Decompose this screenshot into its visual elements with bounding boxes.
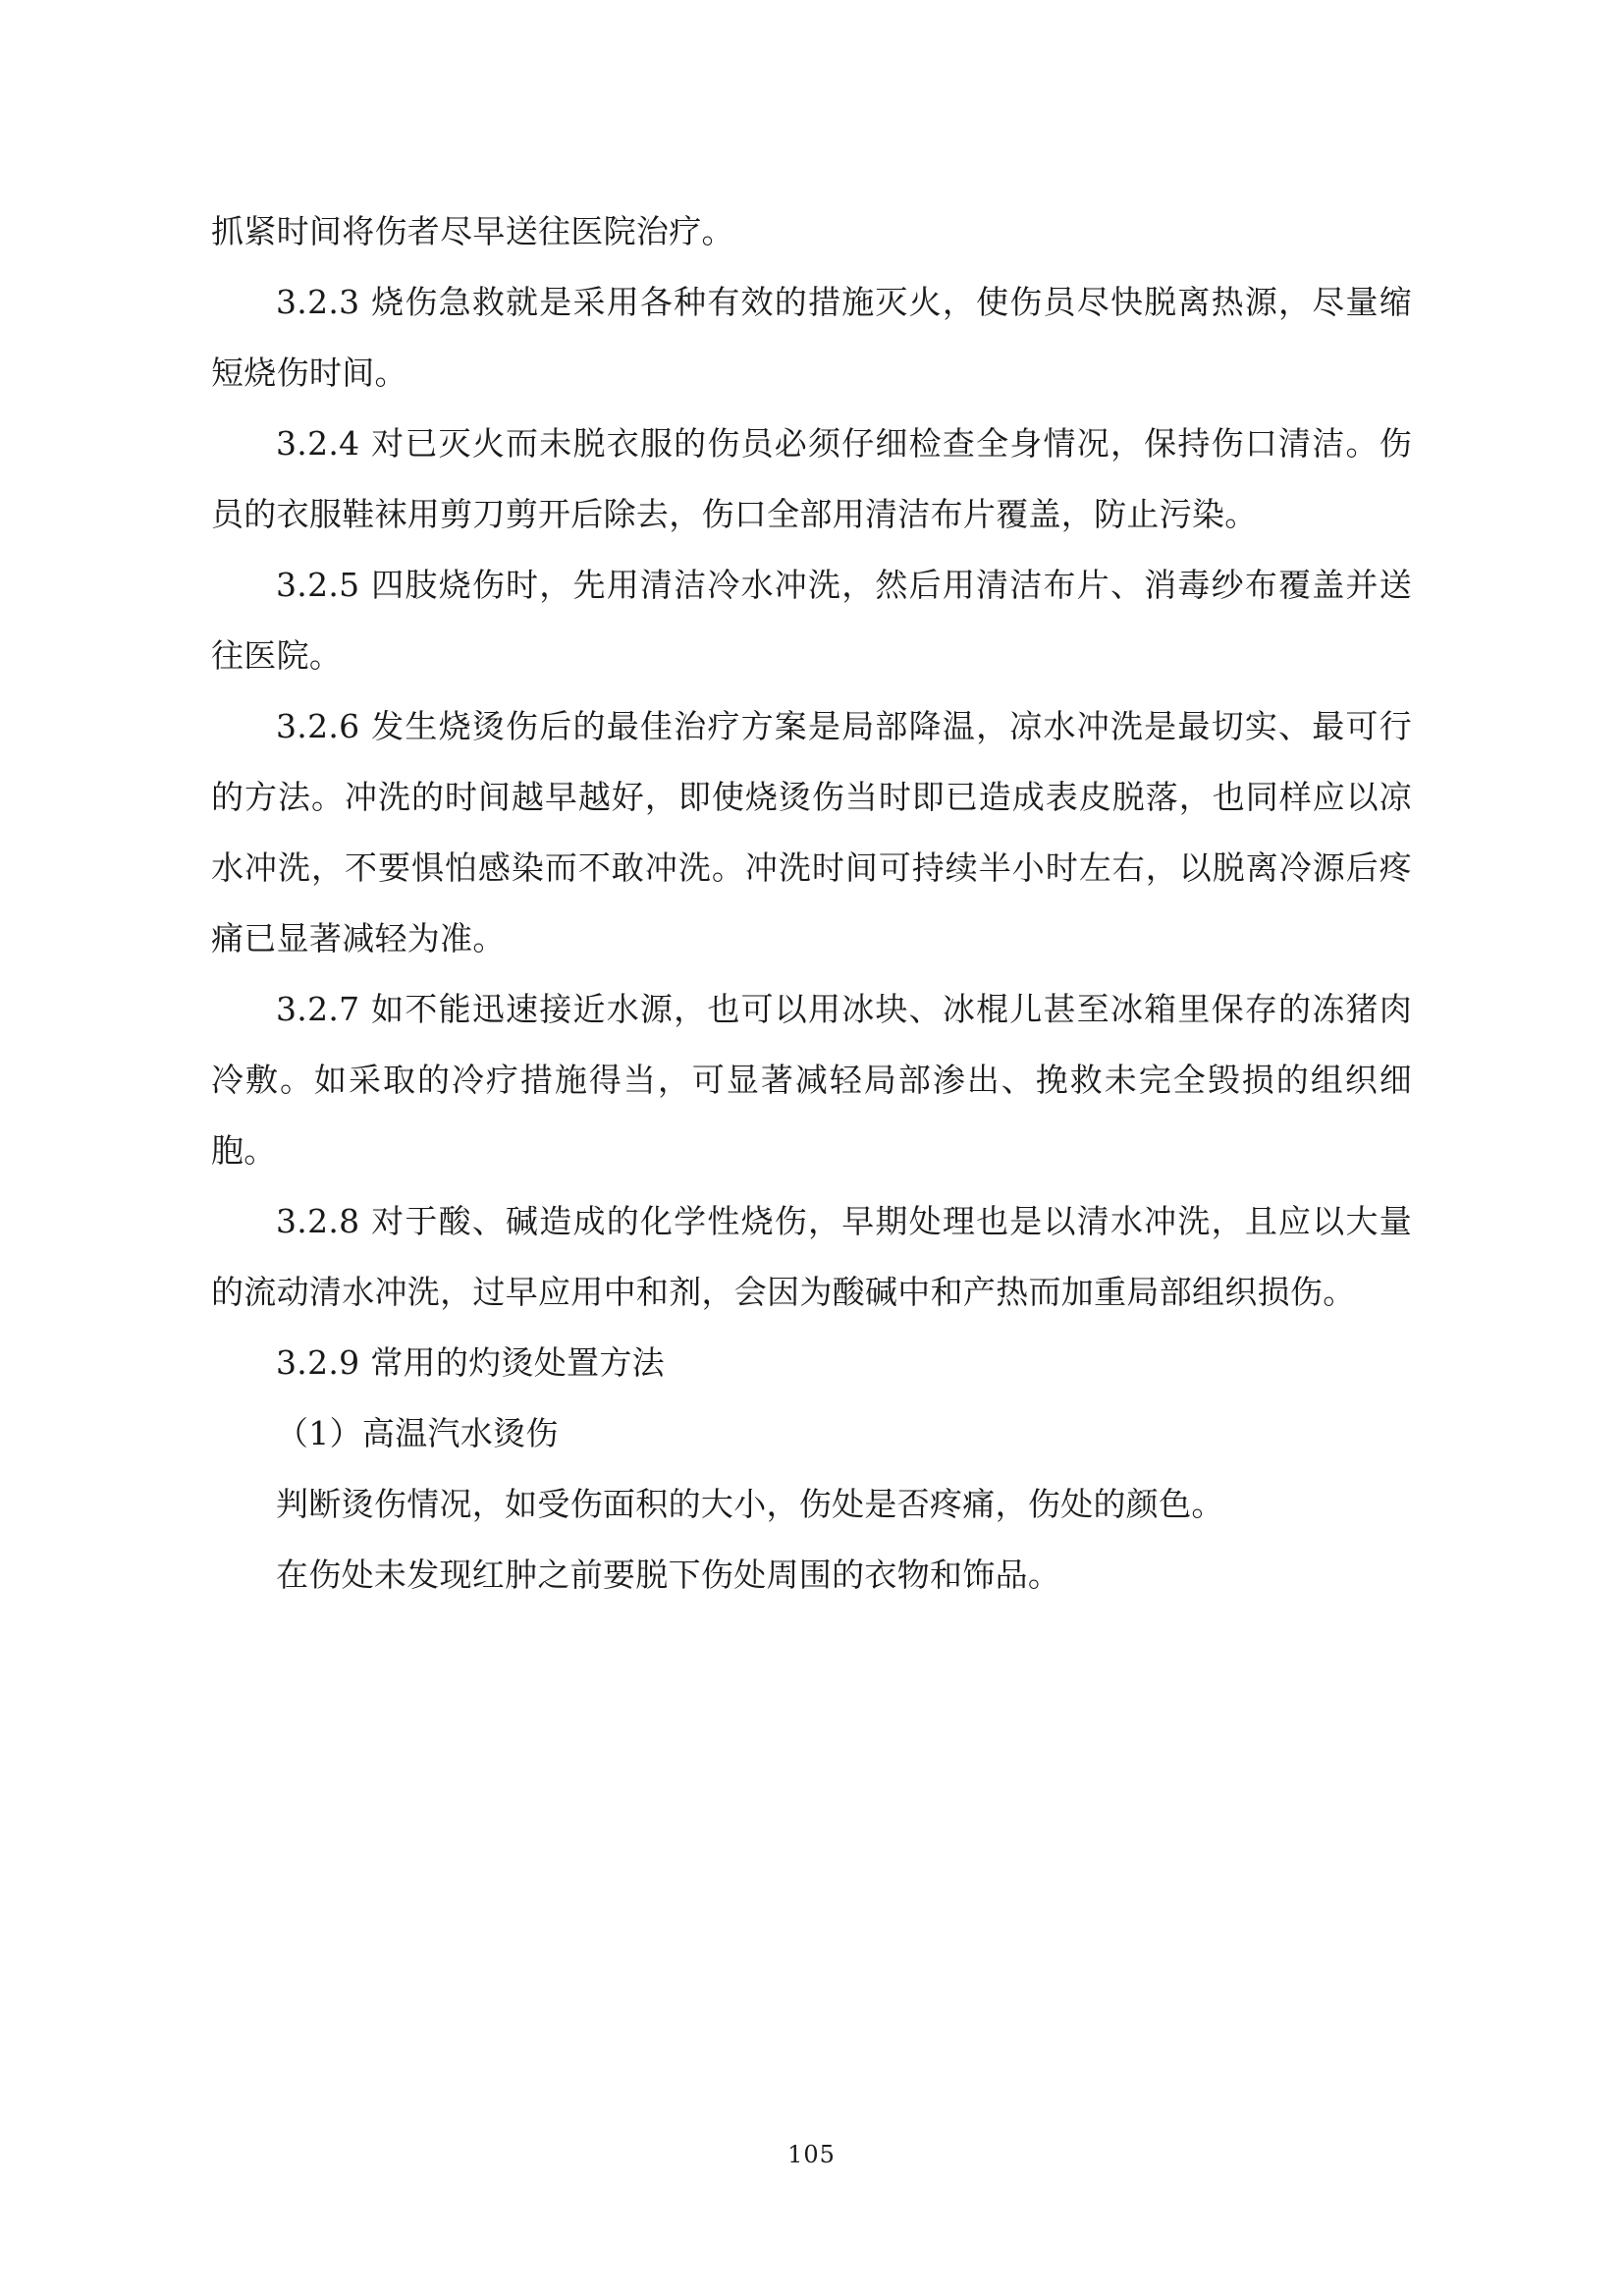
paragraph-3-2-8: 3.2.8 对于酸、碱造成的化学性烧伤，早期处理也是以清水冲洗，且应以大量的流动清水冲洗，过早应用中和剂，会因为酸碱中和产热而加重局部组织损伤。: [211, 1202, 1412, 1311]
paragraph-3-2-5: 3.2.5 四肢烧伤时，先用清洁冷水冲洗，然后用清洁布片、消毒纱布覆盖并送往医院。: [211, 566, 1412, 675]
paragraph-3-2-4: 3.2.4 对已灭火而未脱衣服的伤员必须仔细检查全身情况，保持伤口清洁。伤员的衣服鞋袜用剪刀剪开后除去，伤口全部用清洁布片覆盖，防止污染。: [211, 424, 1412, 533]
paragraph-3-2-7: 3.2.7 如不能迅速接近水源，也可以用冰块、冰棍儿甚至冰箱里保存的冻猪肉冷敷。如采取的冷疗措施得当，可显著减轻局部渗出、挽救未完全毁损的组织细胞。: [211, 990, 1412, 1170]
paragraph-3-2-9: 3.2.9 常用的灼烫处置方法: [276, 1343, 665, 1382]
paragraph-3-2-6: 3.2.6 发生烧烫伤后的最佳治疗方案是局部降温，凉水冲洗是最切实、最可行的方法。冲洗的时间越早越好，即使烧烫伤当时即已造成表皮脱落，也同样应以凉水冲洗，不要惧怕感染而不敢冲洗。冲洗时间可持续半小时左右，以脱离冷源后疼痛已显著减轻为准。: [211, 707, 1412, 957]
paragraph-item-1: （1）高温汽水烫伤: [276, 1414, 559, 1452]
page-number: 105: [787, 2141, 836, 2168]
paragraph-continuation: 抓紧时间将伤者尽早送往医院治疗。: [211, 212, 734, 250]
paragraph-remove-clothing: 在伤处未发现红肿之前要脱下伤处周围的衣物和饰品。: [276, 1556, 1061, 1594]
paragraph-3-2-3: 3.2.3 烧伤急救就是采用各种有效的措施灭火，使伤员尽快脱离热源，尽量缩短烧伤时间。: [211, 283, 1412, 392]
paragraph-judge-condition: 判断烫伤情况，如受伤面积的大小，伤处是否疼痛，伤处的颜色。: [276, 1485, 1224, 1523]
document-body: [211, 196, 1412, 1611]
